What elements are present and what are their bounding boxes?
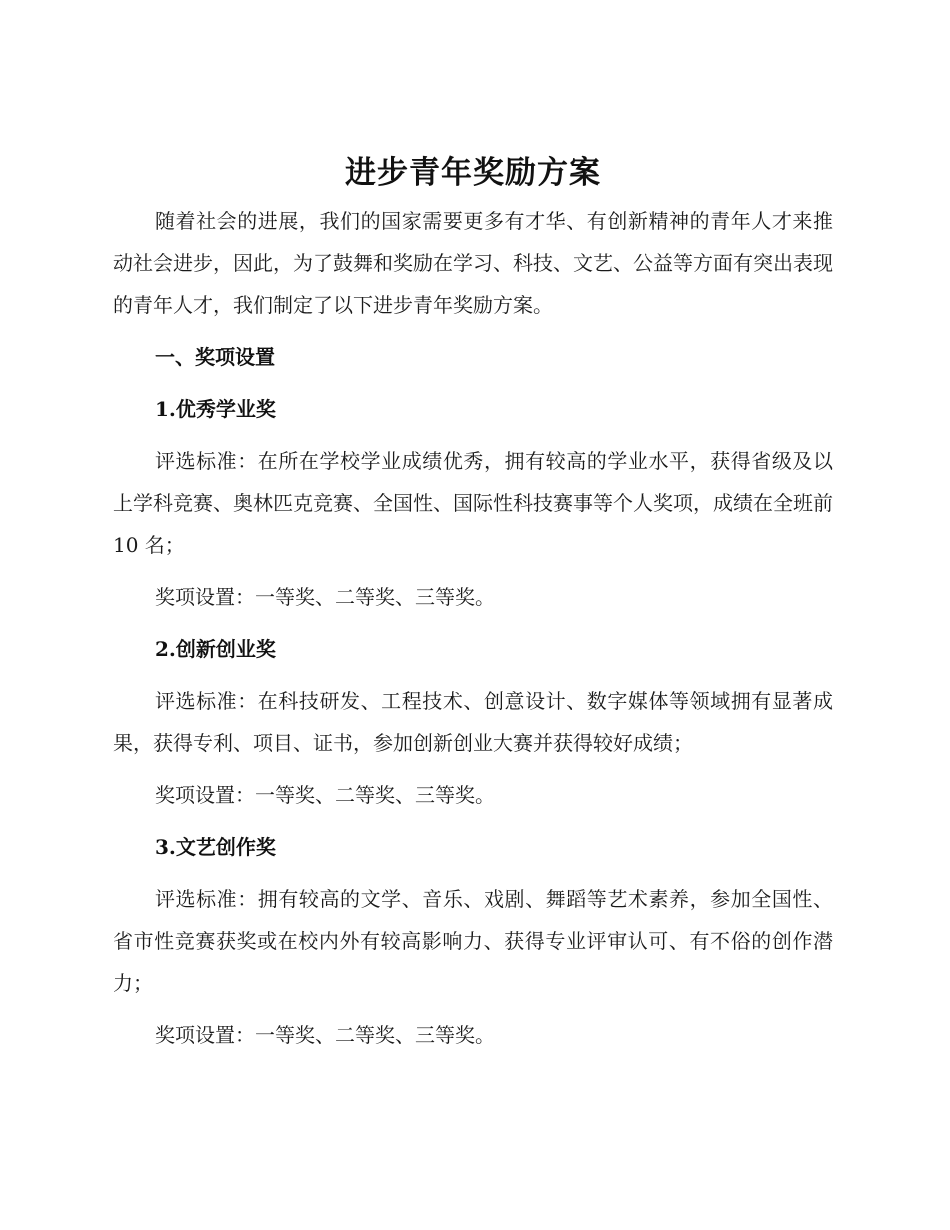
- award-levels-arts: 奖项设置：一等奖、二等奖、三等奖。: [155, 1023, 495, 1047]
- award-levels-academic: 奖项设置：一等奖、二等奖、三等奖。: [155, 585, 495, 609]
- document-title: 进步青年奖励方案: [345, 155, 601, 191]
- award-criteria-academic: 评选标准：在所在学校学业成绩优秀，拥有较高的学业水平，获得省级及以上学科竞赛、奥林匹克竞赛、全国性、国际性科技赛事等个人奖项，成绩在全班前 10 名；: [113, 449, 833, 557]
- section-heading-awards: 一、奖项设置: [155, 345, 275, 369]
- award-criteria-arts: 评选标准：拥有较高的文学、音乐、戏剧、舞蹈等艺术素养，参加全国性、省市性竞赛获奖或在校内外有较高影响力、获得专业评审认可、有不俗的创作潜力；: [113, 887, 833, 995]
- award-heading-arts: 3.文艺创作奖: [155, 835, 276, 859]
- award-heading-innovation: 2.创新创业奖: [155, 637, 276, 661]
- award-levels-innovation: 奖项设置：一等奖、二等奖、三等奖。: [155, 783, 495, 807]
- award-criteria-innovation: 评选标准：在科技研发、工程技术、创意设计、数字媒体等领域拥有显著成果，获得专利、项目、证书，参加创新创业大赛并获得较好成绩；: [113, 689, 833, 755]
- intro-paragraph: 随着社会的进展，我们的国家需要更多有才华、有创新精神的青年人才来推动社会进步，因此，为了鼓舞和奖励在学习、科技、文艺、公益等方面有突出表现的青年人才，我们制定了以下进步青年奖励方案。: [113, 209, 833, 317]
- document-page: [113, 150, 833, 1056]
- award-heading-academic: 1.优秀学业奖: [155, 397, 276, 421]
